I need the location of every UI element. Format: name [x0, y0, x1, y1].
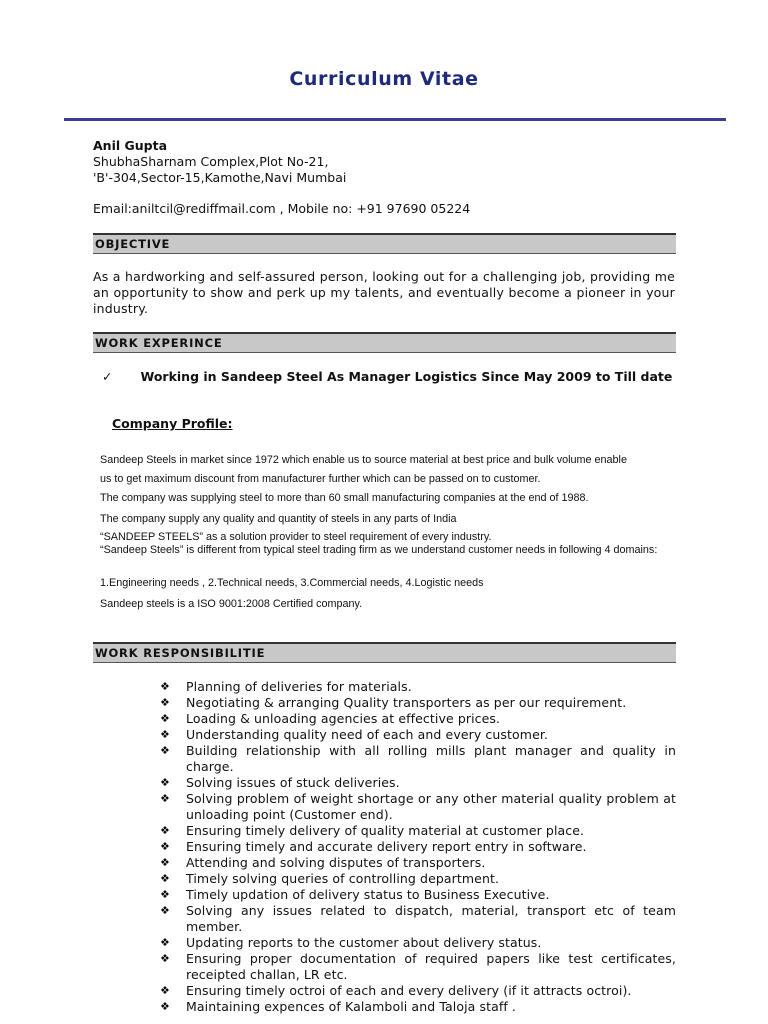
list-item — [160, 855, 676, 871]
list-item-text: Loading & unloading agencies at effective prices. — [186, 711, 501, 726]
list-item — [160, 695, 676, 711]
list-item-text: Understanding quality need of each and every customer. — [186, 727, 549, 742]
profile-line: 1.Engineering needs , 2.Technical needs, 3.Commercial needs, 4.Logistic needs — [100, 577, 484, 589]
diamond-bullet-icon: ❖ — [160, 984, 170, 997]
current-position — [102, 369, 675, 384]
list-item — [160, 983, 676, 999]
email-mobile-line: Email:aniltcil@rediffmail.com , Mobile no: +91 97690 05224 — [93, 201, 471, 216]
list-item-text: Ensuring timely octroi of each and every delivery (if it attracts octroi). — [186, 983, 632, 998]
list-item-text: Maintaining expences of Kalamboli and Taloja staff . — [186, 999, 516, 1014]
list-item-text: Attending and solving disputes of transporters. — [186, 855, 486, 870]
diamond-bullet-icon: ❖ — [160, 680, 170, 693]
list-item — [160, 711, 676, 727]
list-item-text: Updating reports to the customer about delivery status. — [186, 935, 542, 950]
section-heading: WORK EXPERINCE — [95, 336, 223, 350]
list-item-text: Timely solving queries of controlling department. — [186, 871, 500, 886]
diamond-bullet-icon: ❖ — [160, 776, 170, 789]
profile-line: us to get maximum discount from manufacturer further which can be passed on to customer. — [100, 473, 541, 485]
list-item — [160, 935, 676, 951]
diamond-bullet-icon: ❖ — [160, 840, 170, 853]
diamond-bullet-icon: ❖ — [160, 904, 170, 917]
list-item-text: Solving problem of weight shortage or any other material quality problem at unloading point (Customer end). — [186, 791, 676, 822]
diamond-bullet-icon: ❖ — [160, 792, 170, 805]
list-item-text: Planning of deliveries for materials. — [186, 679, 412, 694]
diamond-bullet-icon: ❖ — [160, 728, 170, 741]
address-line-1: ShubhaSharnam Complex,Plot No-21, — [93, 154, 329, 169]
address-line-2: 'B'-304,Sector-15,Kamothe,Navi Mumbai — [93, 170, 347, 185]
list-item — [160, 791, 676, 823]
title-divider — [64, 118, 726, 121]
profile-line: “SANDEEP STEELS” as a solution provider to steel requirement of every industry. — [100, 531, 492, 543]
section-work-responsibilities — [93, 642, 676, 663]
diamond-bullet-icon: ❖ — [160, 856, 170, 869]
list-item — [160, 999, 676, 1015]
list-item-text: Ensuring timely and accurate delivery report entry in software. — [186, 839, 587, 854]
list-item-text: Ensuring proper documentation of required papers like test certificates, receipted challan, LR etc. — [186, 951, 676, 982]
section-work-experience — [93, 332, 676, 353]
objective-text: As a hardworking and self-assured person, looking out for a challenging job, providing me an opportunity to show and perk up my talents, and eventually become a pioneer in your industry. — [93, 269, 675, 316]
list-item-text: Building relationship with all rolling mills plant manager and quality in charge. — [186, 743, 676, 774]
diamond-bullet-icon: ❖ — [160, 888, 170, 901]
company-profile-heading: Company Profile: — [112, 416, 233, 431]
diamond-bullet-icon: ❖ — [160, 936, 170, 949]
diamond-bullet-icon: ❖ — [160, 712, 170, 725]
list-item — [160, 727, 676, 743]
list-item-text: Solving issues of stuck deliveries. — [186, 775, 400, 790]
diamond-bullet-icon: ❖ — [160, 824, 170, 837]
list-item — [160, 871, 676, 887]
profile-line: The company was supplying steel to more than 60 small manufacturing companies at the end of 1988. — [100, 492, 589, 504]
list-item — [160, 775, 676, 791]
profile-line: The company supply any quality and quantity of steels in any parts of India — [100, 513, 457, 525]
diamond-bullet-icon: ❖ — [160, 872, 170, 885]
section-objective — [93, 233, 676, 254]
diamond-bullet-icon: ❖ — [160, 696, 170, 709]
list-item — [160, 887, 676, 903]
contact-block — [93, 138, 346, 186]
candidate-name: Anil Gupta — [93, 138, 168, 153]
list-item — [160, 679, 676, 695]
list-item — [160, 839, 676, 855]
list-item — [160, 903, 676, 935]
profile-line: “Sandeep Steels” is different from typical steel trading firm as we understand customer needs in following 4 domains: — [100, 544, 658, 556]
list-item — [160, 743, 676, 775]
list-item — [160, 823, 676, 839]
list-item-text: Solving any issues related to dispatch, material, transport etc of team member. — [186, 903, 676, 934]
check-icon: ✓ — [102, 369, 113, 384]
position-text: Working in Sandeep Steel As Manager Logistics Since May 2009 to Till date — [140, 369, 673, 384]
section-heading: OBJECTIVE — [95, 237, 171, 251]
responsibilities-list — [160, 679, 676, 1015]
diamond-bullet-icon: ❖ — [160, 744, 170, 757]
diamond-bullet-icon: ❖ — [160, 952, 170, 965]
profile-line: Sandeep Steels in market since 1972 which enable us to source material at best price and bulk volume enable — [100, 454, 627, 466]
list-item-text: Timely updation of delivery status to Business Executive. — [186, 887, 550, 902]
profile-line: Sandeep steels is a ISO 9001:2008 Certified company. — [100, 598, 363, 610]
list-item — [160, 951, 676, 983]
diamond-bullet-icon: ❖ — [160, 1000, 170, 1013]
list-item-text: Ensuring timely delivery of quality material at customer place. — [186, 823, 585, 838]
document-title: Curriculum Vitae — [289, 68, 479, 90]
section-heading: WORK RESPONSIBILITIE — [95, 646, 266, 660]
list-item-text: Negotiating & arranging Quality transporters as per our requirement. — [186, 695, 627, 710]
